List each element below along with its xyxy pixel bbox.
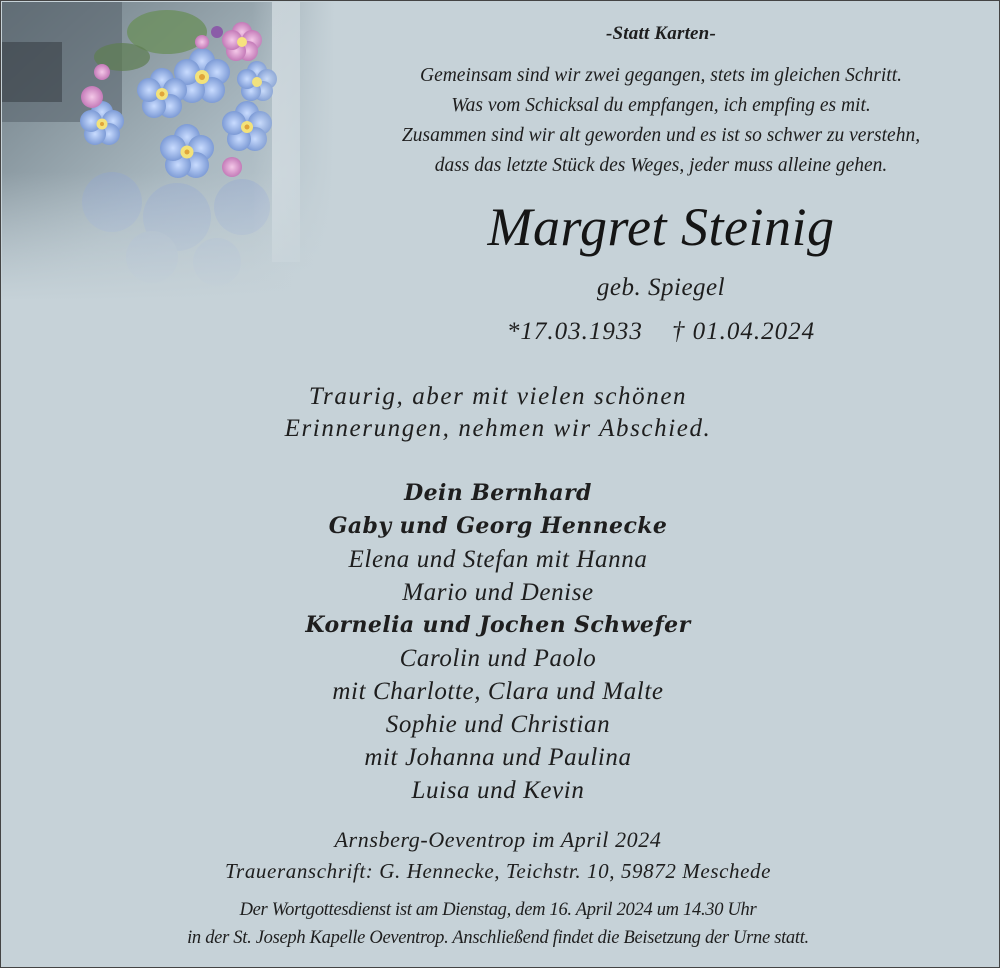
mourner-name: Luisa und Kevin (411, 777, 585, 804)
service-info-line: in der St. Joseph Kapelle Oeventrop. Anschließend findet die Beisetzung der Urne statt. (187, 928, 809, 948)
farewell-message-line: Traurig, aber mit vielen schönen (308, 383, 688, 410)
mourner-name: Mario und Denise (402, 579, 594, 606)
statt-karten-heading: -Statt Karten- (606, 23, 716, 44)
mourner-name-primary: Kornelia und Jochen Schwefer (305, 612, 691, 638)
mourner-name-primary: Gaby und Georg Hennecke (328, 513, 668, 539)
forget-me-not-flowers-photo (2, 2, 335, 302)
deceased-name: Margret Steinig (487, 197, 835, 257)
poem-line: Was vom Schicksal du empfangen, ich empfing es mit. (451, 95, 871, 116)
mourner-name: Sophie und Christian (385, 711, 611, 738)
mourner-name: mit Charlotte, Clara und Malte (332, 678, 664, 705)
mourning-address: Traueranschrift: G. Hennecke, Teichstr. 10, 59872 Meschede (224, 859, 772, 883)
life-dates: *17.03.1933 † 01.04.2024 (506, 318, 816, 345)
poem-line: Gemeinsam sind wir zwei gegangen, stets im gleichen Schritt. (419, 65, 903, 86)
mourner-name: mit Johanna und Paulina (364, 744, 632, 771)
mourner-name-primary: Dein Bernhard (404, 480, 592, 506)
poem-line: Zusammen sind wir alt geworden und es ist so schwer zu verstehn, (401, 125, 921, 146)
maiden-name: geb. Spiegel (596, 274, 726, 301)
service-info-line: Der Wortgottesdienst ist am Dienstag, dem 16. April 2024 um 14.30 Uhr (239, 900, 757, 920)
poem-line: dass das letzte Stück des Weges, jeder muss alleine gehen. (434, 155, 888, 176)
farewell-message-line: Erinnerungen, nehmen wir Abschied. (284, 415, 712, 442)
place-and-date: Arnsberg-Oeventrop im April 2024 (334, 827, 662, 852)
mourner-name: Elena und Stefan mit Hanna (348, 546, 648, 573)
mourner-name: Carolin und Paolo (399, 645, 597, 672)
